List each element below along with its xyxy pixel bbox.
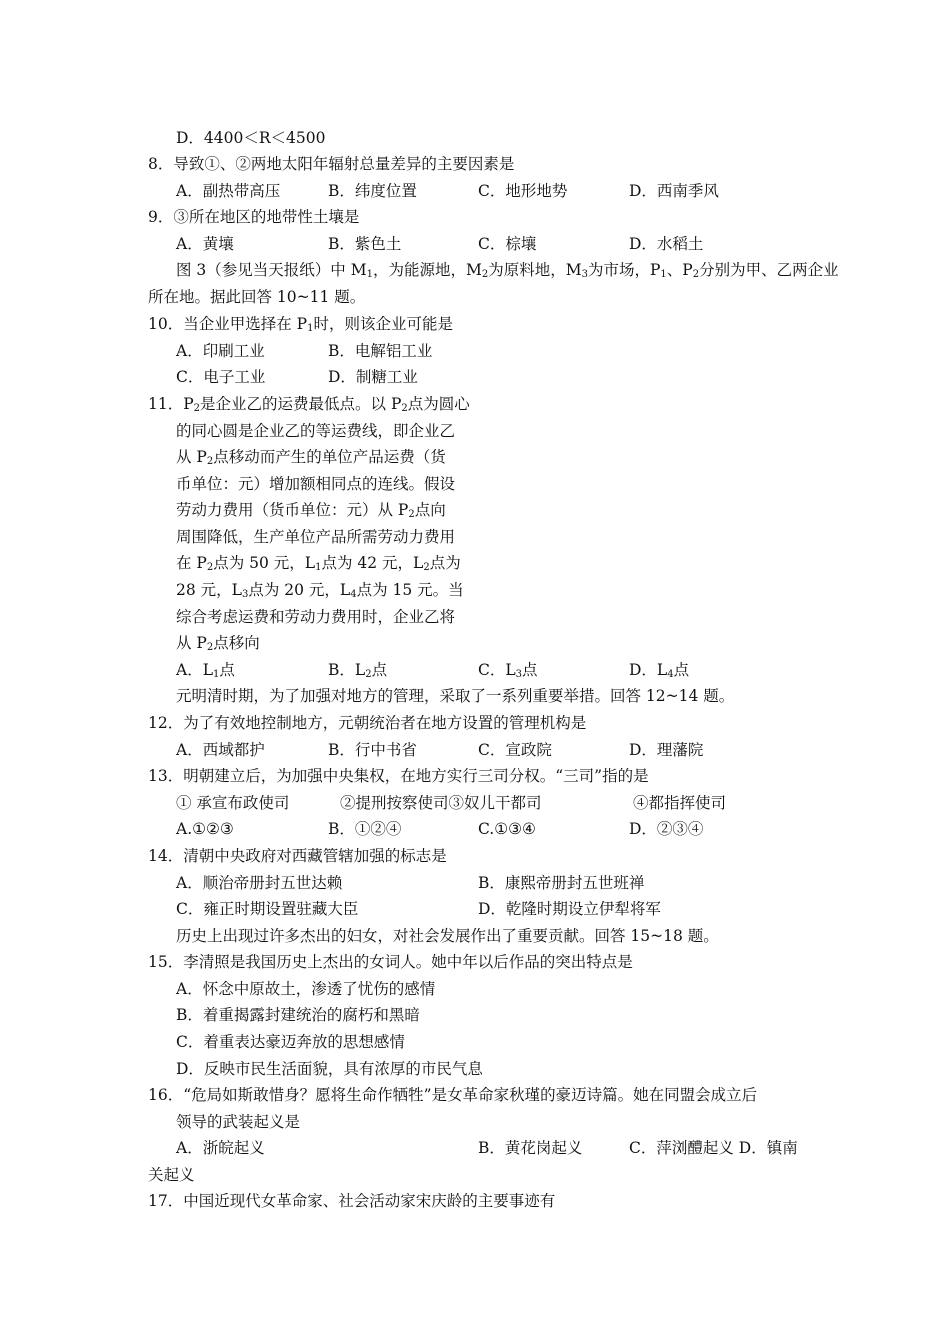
intro-12-14: 元明清时期，为了加强对地方的管理，采取了一系列重要举措。回答 12~14 题。	[176, 687, 735, 705]
q11-line-7: 在 $P_2$点为 50 元，$L_1$点为 42 元，$L_2$点为	[176, 554, 461, 573]
q9-stem: 9．③所在地区的地带性土壤是	[148, 208, 360, 226]
q10-option-a: A．印刷工业	[176, 342, 265, 360]
q15-option-d: D．反映市民生活面貌，具有浓厚的市民气息	[176, 1060, 483, 1078]
q11-line-10: 从 $P_2$点移向	[176, 634, 260, 653]
q9-option-d: D．水稻土	[629, 235, 704, 253]
q11-option-d: D．$L_4$点	[629, 661, 690, 680]
q16-option-c-d: C．萍浏醴起义 D．镇南	[629, 1139, 798, 1157]
q7-option-d: D．4400＜R＜4500	[176, 129, 326, 147]
q11-line-5: 劳动力费用（货币单位：元）从 $P_2$点向	[176, 501, 446, 520]
q14-option-c: C．雍正时期设置驻藏大臣	[176, 900, 359, 918]
q10-option-c: C．电子工业	[176, 368, 266, 386]
q15-option-a: A．怀念中原故土，渗透了忧伤的感情	[176, 980, 436, 998]
q13-item-1: ① 承宣布政使司	[176, 794, 290, 812]
q11-line-2: 的同心圆是企业乙的等运费线，即企业乙	[176, 422, 456, 440]
q9-option-a: A．黄壤	[176, 235, 234, 253]
q11-option-a: A．$L_1$点	[176, 661, 235, 680]
q11-line-3: 从 $P_2$点移动而产生的单位产品运费（货	[176, 448, 446, 467]
q14-option-a: A．顺治帝册封五世达赖	[176, 874, 343, 892]
intro-15-18: 历史上出现过许多杰出的妇女，对社会发展作出了重要贡献。回答 15~18 题。	[176, 927, 719, 945]
intro-10-11-line2: 所在地。据此回答 10~11 题。	[148, 288, 366, 306]
q14-option-d: D．乾隆时期设立伊犁将军	[478, 900, 661, 918]
q12-option-c: C．宣政院	[478, 741, 552, 759]
q11-option-b: B．$L_2$点	[328, 661, 388, 680]
q13-stem: 13．明朝建立后，为加强中央集权，在地方实行三司分权。“三司”指的是	[148, 767, 649, 785]
q15-option-c: C．着重表达豪迈奔放的思想感情	[176, 1033, 405, 1051]
q11-option-c: C．$L_3$点	[478, 661, 538, 680]
q13-option-d: D．②③④	[629, 820, 704, 838]
q8-option-d: D．西南季风	[629, 182, 719, 200]
q8-option-c: C．地形地势	[478, 182, 568, 200]
q16-stem-line2: 领导的武装起义是	[176, 1113, 301, 1131]
q10-stem: 10．当企业甲选择在 $P_1$时，则该企业可能是	[148, 315, 453, 334]
intro-10-11-line1: 图 3（参见当天报纸）中 $M_1$，为能源地，$M_2$为原料地，$M_3$为市场，$P_1$、$P_2$分别为甲、乙两企业	[176, 261, 839, 280]
q9-option-b: B．紫色土	[328, 235, 402, 253]
q13-item-4: ④都指挥使司	[633, 794, 727, 812]
q15-option-b: B．着重揭露封建统治的腐朽和黑暗	[176, 1006, 420, 1024]
q12-option-d: D．理藩院	[629, 741, 704, 759]
q16-option-d-wrap: 关起义	[148, 1166, 195, 1184]
q12-option-a: A．西域都护	[176, 741, 265, 759]
q11-line-8: 28 元，$L_3$点为 20 元，$L_4$点为 15 元。当	[176, 581, 464, 600]
q12-stem: 12．为了有效地控制地方，元朝统治者在地方设置的管理机构是	[148, 714, 587, 732]
q13-item-2-3: ②提刑按察使司③奴儿干都司	[340, 794, 542, 812]
q11-line-1: 11．$P_2$是企业乙的运费最低点。以 $P_2$点为圆心	[148, 395, 470, 414]
q14-option-b: B．康熙帝册封五世班禅	[478, 874, 645, 892]
q8-option-a: A．副热带高压	[176, 182, 281, 200]
q10-option-b: B．电解铝工业	[328, 342, 433, 360]
q9-option-c: C．棕壤	[478, 235, 537, 253]
q17-stem: 17．中国近现代女革命家、社会活动家宋庆龄的主要事迹有	[148, 1192, 556, 1210]
q8-stem: 8．导致①、②两地太阳年辐射总量差异的主要因素是	[148, 155, 515, 173]
q11-line-6: 周围降低，生产单位产品所需劳动力费用	[176, 528, 456, 546]
q16-option-b: B．黄花岗起义	[478, 1139, 583, 1157]
q13-option-a: A.①②③	[176, 820, 234, 838]
q16-stem-line1: 16．“危局如斯敢惜身？愿将生命作牺牲”是女革命家秋瑾的豪迈诗篇。她在同盟会成立后	[148, 1086, 758, 1104]
q16-option-a: A．浙皖起义	[176, 1139, 265, 1157]
q14-stem: 14．清朝中央政府对西藏管辖加强的标志是	[148, 847, 447, 865]
q11-line-9: 综合考虑运费和劳动力费用时，企业乙将	[176, 608, 456, 626]
q11-line-4: 币单位：元）增加额相同点的连线。假设	[176, 475, 456, 493]
q13-option-c: C.①③④	[478, 820, 536, 838]
q8-option-b: B．纬度位置	[328, 182, 417, 200]
q15-stem: 15．李清照是我国历史上杰出的女词人。她中年以后作品的突出特点是	[148, 953, 633, 971]
q13-option-b: B．①②④	[328, 820, 402, 838]
q12-option-b: B．行中书省	[328, 741, 417, 759]
q10-option-d: D．制糖工业	[328, 368, 418, 386]
